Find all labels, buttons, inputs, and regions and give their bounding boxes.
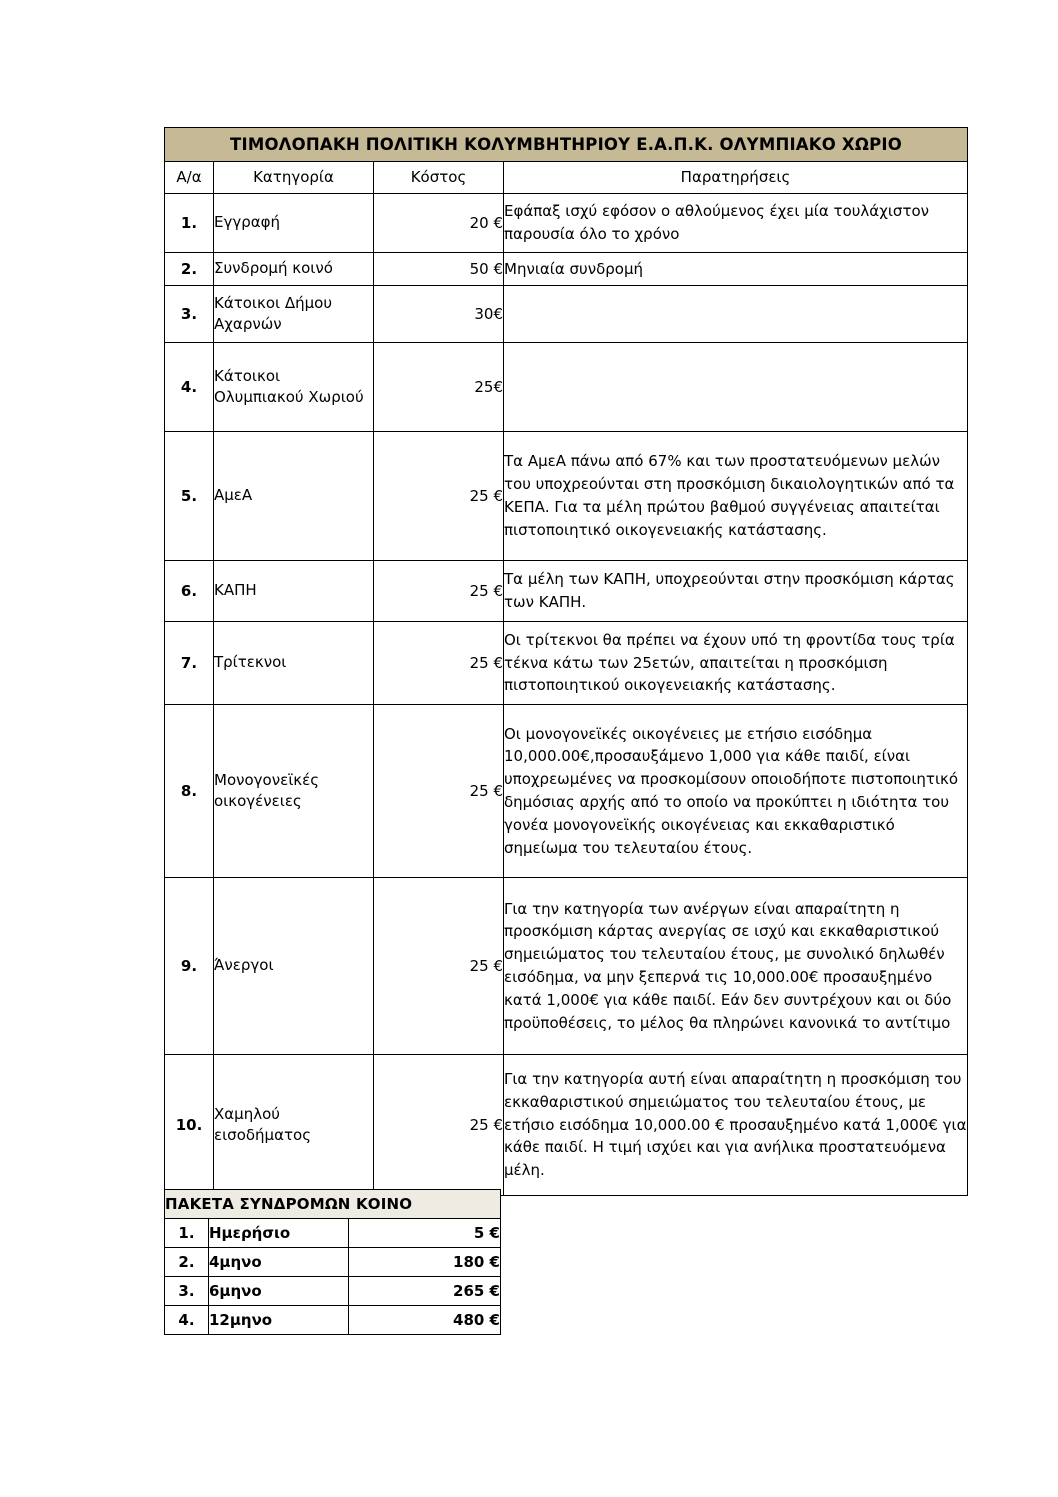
row-note: Για την κατηγορία αυτή είναι απαραίτητη η προσκόμιση του εκκαθαριστικού σημειώματος του τελευταίου έτους, με ετήσιο εισόδημα 10,000.00 € προσαυξημένο κατά 1,000€ για κάθε παιδί. Η τιμή ισχύει και για ανήλικα προστατευόμενα μέλη. (504, 1055, 968, 1196)
table-row (165, 622, 968, 705)
list-item (165, 1248, 501, 1277)
row-category: Κάτοικοι Δήμου Αχαρνών (214, 286, 374, 343)
table-row (165, 1055, 968, 1196)
column-header-cost: Κόστος (374, 162, 504, 194)
row-cost: 30€ (374, 286, 504, 343)
row-index: 1. (165, 194, 214, 253)
row-note (504, 343, 968, 432)
table-row (165, 194, 968, 253)
row-index: 6. (165, 561, 214, 622)
package-label: Ημερήσιο (209, 1219, 349, 1248)
row-category: Χαμηλού εισοδήματος (214, 1055, 374, 1196)
package-index: 2. (165, 1248, 209, 1277)
column-header-index: Α/α (165, 162, 214, 194)
list-item (165, 1277, 501, 1306)
package-label: 6μηνο (209, 1277, 349, 1306)
row-index: 8. (165, 705, 214, 878)
table-row (165, 286, 968, 343)
package-index: 1. (165, 1219, 209, 1248)
row-cost: 25 € (374, 622, 504, 705)
table-row (165, 253, 968, 286)
pricing-table-title: ΤΙΜΟΛΟΠΑΚΗ ΠΟΛΙΤΙΚΗ ΚΟΛΥΜΒΗΤΗΡΙΟΥ Ε.Α.Π.Κ. ΟΛΥΜΠΙΑΚΟ ΧΩΡΙΟ (165, 128, 968, 162)
row-cost: 25 € (374, 705, 504, 878)
subscription-packages-table-container (164, 1189, 501, 1335)
row-note (504, 286, 968, 343)
package-label: 4μηνο (209, 1248, 349, 1277)
row-cost: 25 € (374, 1055, 504, 1196)
row-category: Άνεργοι (214, 878, 374, 1055)
table-row (165, 432, 968, 561)
row-note: Για την κατηγορία των ανέργων είναι απαραίτητη η προσκόμιση κάρτας ανεργίας σε ισχύ και εκκαθαριστικού σημειώματος του τελευταίου έτους, με συνολικό δηλωθέν εισόδημα, να μην ξεπερνά τις 10,000.00€ προσαυξημένο κατά 1,000€ για κάθε παιδί. Εάν δεν συντρέχουν και οι δύο προϋποθέσεις, το μέλος θα πληρώνει κανονικά το αντίτιμο (504, 878, 968, 1055)
row-index: 2. (165, 253, 214, 286)
subscription-packages-table (164, 1189, 501, 1335)
table-row (165, 705, 968, 878)
row-category: Μονογονεϊκές οικογένειες (214, 705, 374, 878)
package-index: 4. (165, 1306, 209, 1335)
pricing-table (164, 127, 968, 1196)
pricing-table-header-row (165, 162, 968, 194)
package-price: 265 € (349, 1277, 501, 1306)
table-row (165, 343, 968, 432)
row-index: 9. (165, 878, 214, 1055)
package-price: 180 € (349, 1248, 501, 1277)
package-price: 5 € (349, 1219, 501, 1248)
row-index: 4. (165, 343, 214, 432)
subscription-table-title-row (165, 1190, 501, 1219)
row-category: Τρίτεκνοι (214, 622, 374, 705)
row-cost: 25 € (374, 432, 504, 561)
row-index: 7. (165, 622, 214, 705)
list-item (165, 1219, 501, 1248)
row-index: 5. (165, 432, 214, 561)
row-index: 3. (165, 286, 214, 343)
row-note: Οι τρίτεκνοι θα πρέπει να έχουν υπό τη φροντίδα τους τρία τέκνα κάτω των 25ετών, απαιτείται η προσκόμιση πιστοποιητικού οικογενειακής κατάστασης. (504, 622, 968, 705)
table-row (165, 878, 968, 1055)
row-note: Τα μέλη των ΚΑΠΗ, υποχρεούνται στην προσκόμιση κάρτας των ΚΑΠΗ. (504, 561, 968, 622)
subscription-table-title: ΠΑΚΕΤΑ ΣΥΝΔΡΟΜΩΝ ΚΟΙΝΟ (165, 1190, 501, 1219)
row-category: Κάτοικοι Ολυμπιακού Χωριού (214, 343, 374, 432)
table-row (165, 561, 968, 622)
row-note: Εφάπαξ ισχύ εφόσον ο αθλούμενος έχει μία τουλάχιστον παρουσία όλο το χρόνο (504, 194, 968, 253)
row-note: Οι μονογονεϊκές οικογένειες με ετήσιο εισόδημα 10,000.00€,προσαυξάμενο 1,000 για κάθε παιδί, είναι υποχρεωμένες να προσκομίσουν οποιοδήποτε πιστοποιητικό δημόσιας αρχής από το οποίο να προκύπτει η ιδιότητα του γονέα μονογονεϊκής οικογένειας και εκκαθαριστικό σημείωμα του τελευταίου έτους. (504, 705, 968, 878)
pricing-table-title-row (165, 128, 968, 162)
row-cost: 50 € (374, 253, 504, 286)
row-cost: 25 € (374, 561, 504, 622)
column-header-notes: Παρατηρήσεις (504, 162, 968, 194)
list-item (165, 1306, 501, 1335)
row-note: Τα ΑμεΑ πάνω από 67% και των προστατευόμενων μελών του υποχρεούνται στη προσκόμιση δικαιολογητικών από τα ΚΕΠΑ. Για τα μέλη πρώτου βαθμού συγγένειας απαιτείται πιστοποιητικό οικογενειακής κατάστασης. (504, 432, 968, 561)
row-category: ΑμεΑ (214, 432, 374, 561)
package-label: 12μηνο (209, 1306, 349, 1335)
package-price: 480 € (349, 1306, 501, 1335)
pricing-table-container (164, 127, 968, 1196)
package-index: 3. (165, 1277, 209, 1306)
row-category: Εγγραφή (214, 194, 374, 253)
row-cost: 25€ (374, 343, 504, 432)
row-cost: 20 € (374, 194, 504, 253)
row-category: ΚΑΠΗ (214, 561, 374, 622)
row-cost: 25 € (374, 878, 504, 1055)
row-note: Μηνιαία συνδρομή (504, 253, 968, 286)
column-header-category: Κατηγορία (214, 162, 374, 194)
row-index: 10. (165, 1055, 214, 1196)
row-category: Συνδρομή κοινό (214, 253, 374, 286)
